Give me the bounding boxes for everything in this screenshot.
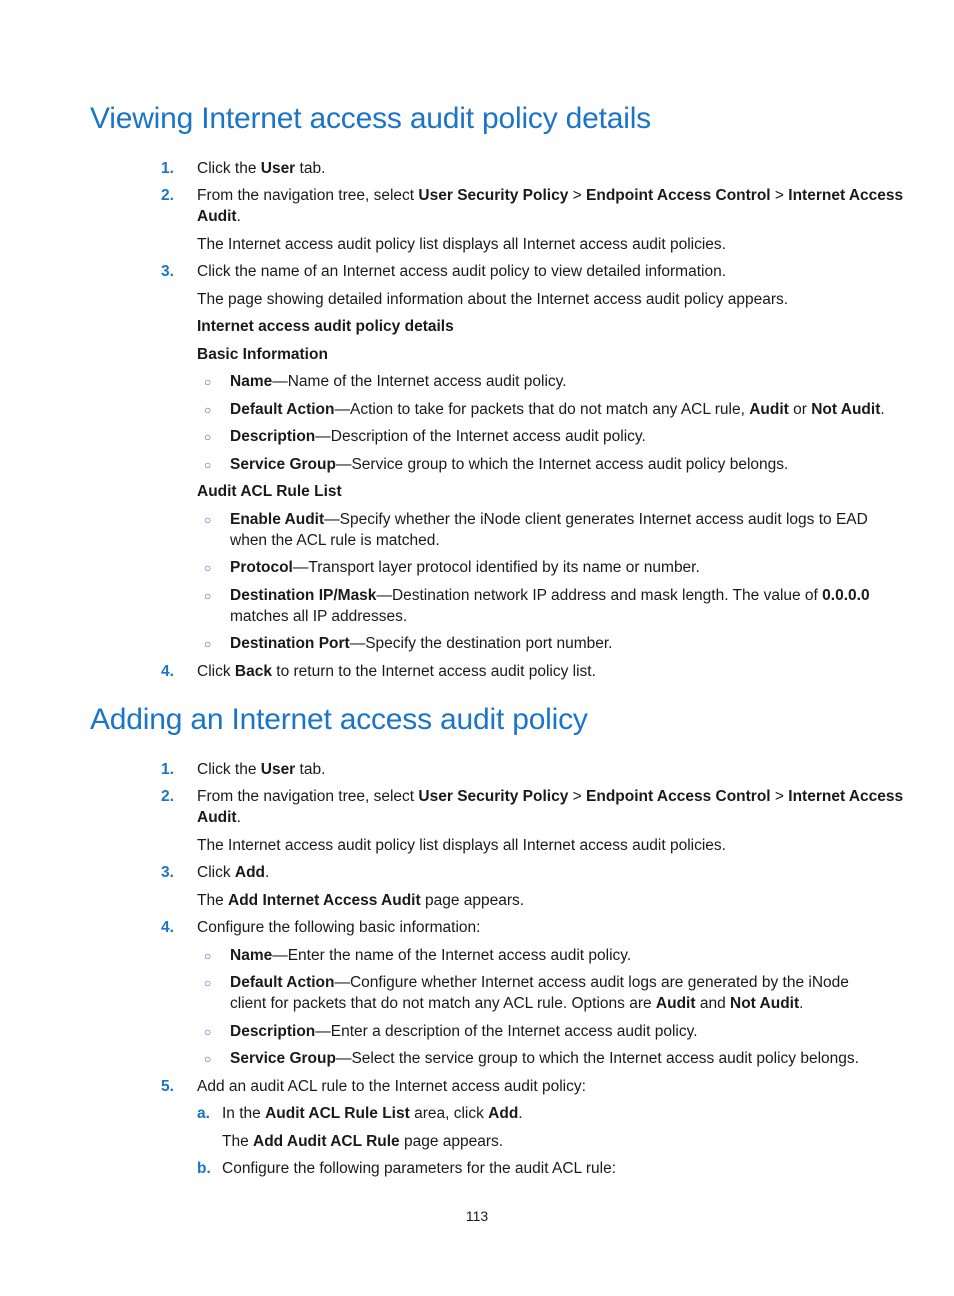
section-title-adding: Adding an Internet access audit policy bbox=[90, 703, 588, 736]
list-item-continued: matches all IP addresses. bbox=[230, 608, 408, 625]
step-text: Click Back to return to the Internet access audit policy list. bbox=[197, 663, 596, 680]
step-text: From the navigation tree, select User Security Policy > Endpoint Access Control > Internet Access bbox=[197, 788, 904, 805]
bullet-icon: ○ bbox=[204, 403, 212, 417]
step-number: 4. bbox=[161, 663, 174, 680]
bullet-icon: ○ bbox=[204, 375, 212, 389]
substep-letter: a. bbox=[197, 1105, 210, 1122]
bullet-icon: ○ bbox=[204, 513, 212, 527]
list-item: Default Action—Configure whether Internet access audit logs are generated by the iNode bbox=[230, 974, 849, 991]
step-text: From the navigation tree, select User Security Policy > Endpoint Access Control > Internet Access bbox=[197, 187, 904, 204]
bullet-icon: ○ bbox=[204, 458, 212, 472]
page-number: 113 bbox=[465, 1208, 489, 1224]
step-number: 2. bbox=[161, 788, 174, 805]
list-item: Name—Enter the name of the Internet access audit policy. bbox=[230, 947, 632, 964]
step-number: 3. bbox=[161, 263, 174, 280]
list-item-continued: when the ACL rule is matched. bbox=[230, 532, 440, 549]
bullet-icon: ○ bbox=[204, 561, 212, 575]
list-item: Protocol—Transport layer protocol identified by its name or number. bbox=[230, 559, 700, 576]
step-text-continued: Audit. bbox=[197, 809, 241, 826]
step-text: Click the User tab. bbox=[197, 761, 326, 778]
step-number: 4. bbox=[161, 919, 174, 936]
step-number: 2. bbox=[161, 187, 174, 204]
section-title-viewing: Viewing Internet access audit policy details bbox=[90, 102, 651, 135]
step-text: Configure the following basic information: bbox=[197, 919, 481, 936]
step-note: The Add Internet Access Audit page appears. bbox=[197, 892, 525, 909]
details-heading: Internet access audit policy details bbox=[197, 318, 454, 335]
step-text: Add an audit ACL rule to the Internet access audit policy: bbox=[197, 1078, 586, 1095]
step-note: The Internet access audit policy list displays all Internet access audit policies. bbox=[197, 236, 726, 253]
step-number: 1. bbox=[161, 761, 174, 778]
list-item: Default Action—Action to take for packets that do not match any ACL rule, Audit or Not Audit. bbox=[230, 401, 885, 418]
list-item: Name—Name of the Internet access audit policy. bbox=[230, 373, 567, 390]
step-number: 3. bbox=[161, 864, 174, 881]
list-item-continued: client for packets that do not match any ACL rule. Options are Audit and Not Audit. bbox=[230, 995, 804, 1012]
substep-text: In the Audit ACL Rule List area, click Add. bbox=[222, 1105, 523, 1122]
step-text-continued: Audit. bbox=[197, 208, 241, 225]
list-item: Service Group—Service group to which the Internet access audit policy belongs. bbox=[230, 456, 789, 473]
basic-info-heading: Basic Information bbox=[197, 346, 328, 363]
step-text: Click the User tab. bbox=[197, 160, 326, 177]
bullet-icon: ○ bbox=[204, 430, 212, 444]
list-item: Destination IP/Mask—Destination network IP address and mask length. The value of 0.0.0.0 bbox=[230, 587, 870, 604]
step-number: 1. bbox=[161, 160, 174, 177]
substep-note: The Add Audit ACL Rule page appears. bbox=[222, 1133, 504, 1150]
bullet-icon: ○ bbox=[204, 949, 212, 963]
step-text: Click the name of an Internet access audit policy to view detailed information. bbox=[197, 263, 726, 280]
bullet-icon: ○ bbox=[204, 1052, 212, 1066]
bullet-icon: ○ bbox=[204, 1025, 212, 1039]
list-item: Enable Audit—Specify whether the iNode client generates Internet access audit logs to EAD bbox=[230, 511, 868, 528]
step-number: 5. bbox=[161, 1078, 174, 1095]
list-item: Service Group—Select the service group to which the Internet access audit policy belongs. bbox=[230, 1050, 859, 1067]
step-note: The Internet access audit policy list displays all Internet access audit policies. bbox=[197, 837, 726, 854]
bullet-icon: ○ bbox=[204, 637, 212, 651]
bullet-icon: ○ bbox=[204, 589, 212, 603]
list-item: Destination Port—Specify the destination port number. bbox=[230, 635, 613, 652]
list-item: Description—Enter a description of the Internet access audit policy. bbox=[230, 1023, 698, 1040]
acl-heading: Audit ACL Rule List bbox=[197, 483, 342, 500]
substep-letter: b. bbox=[197, 1160, 211, 1177]
substep-text: Configure the following parameters for the audit ACL rule: bbox=[222, 1160, 617, 1177]
step-text: Click Add. bbox=[197, 864, 270, 881]
list-item: Description—Description of the Internet access audit policy. bbox=[230, 428, 646, 445]
bullet-icon: ○ bbox=[204, 976, 212, 990]
step-note: The page showing detailed information about the Internet access audit policy appears. bbox=[197, 291, 789, 308]
